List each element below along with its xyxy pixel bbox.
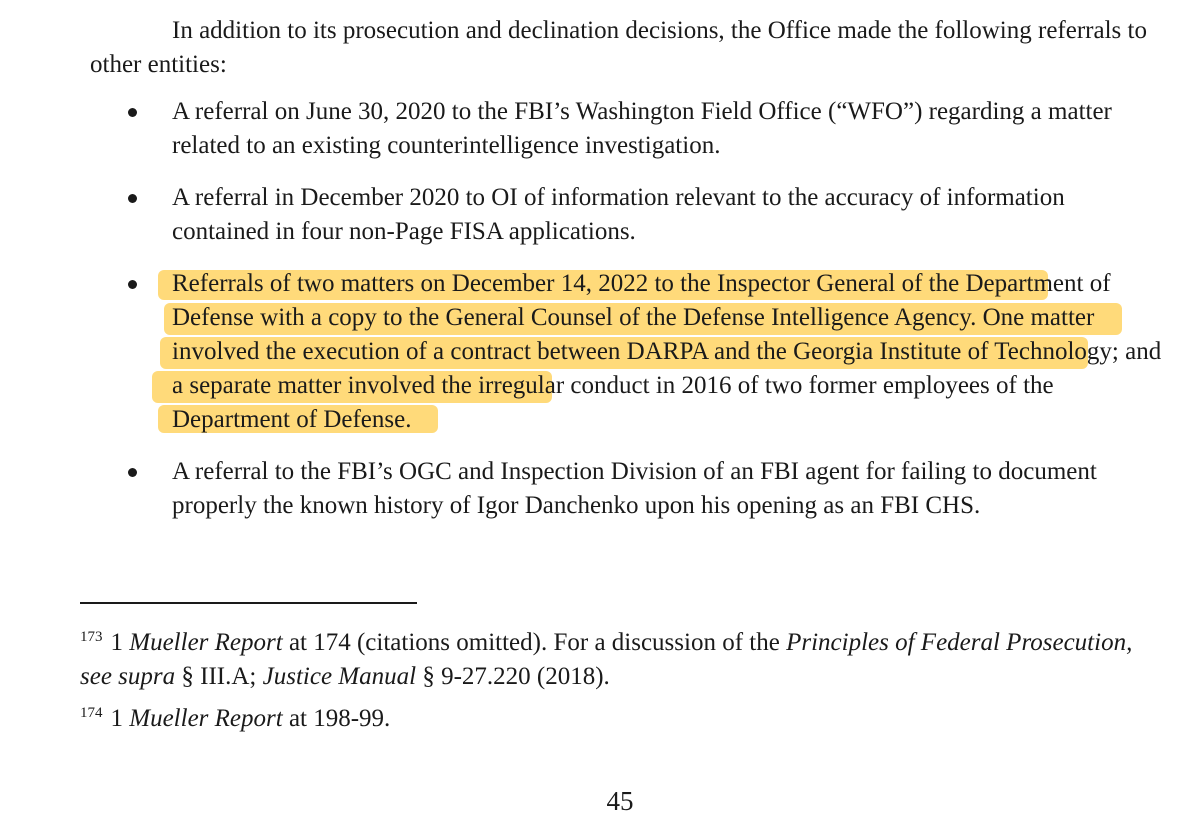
footnote-part: Principles of Federal Prosecution, see supra — [80, 629, 1133, 690]
footnote-number: 174 — [80, 705, 103, 721]
footnote-part: at 174 (citations omitted). For a discussion of the — [282, 629, 787, 656]
referral-ogc-text: A referral to the FBI’s OGC and Inspection Division of an FBI agent for failing to document properly the known history of Igor Danchenko upon his opening as an FBI CHS. — [172, 458, 1097, 519]
bullet-icon — [128, 280, 137, 289]
highlighted-passage — [172, 267, 1162, 437]
bullet-icon — [128, 468, 137, 477]
footnote-part: 1 — [110, 705, 130, 732]
footnote-174 — [80, 696, 1140, 736]
referral-wfo-text: A referral on June 30, 2020 to the FBI’s Washington Field Office (“WFO”) regarding a matter related to an existing counterintelligence investigation. — [172, 98, 1112, 159]
footnote-part: Mueller Report — [129, 629, 283, 656]
footnote-divider — [80, 602, 417, 604]
footnote-part: 1 — [110, 629, 130, 656]
footnote-number: 173 — [80, 629, 103, 645]
page-number: 45 — [606, 786, 634, 816]
bullet-icon — [128, 194, 137, 203]
intro-paragraph: In addition to its prosecution and declination decisions, the Office made the following referrals to other entities: — [90, 17, 1147, 78]
list-item — [0, 267, 1162, 437]
footnote-part: § III.A; — [175, 663, 263, 690]
list-item — [0, 455, 1162, 523]
referral-list — [0, 95, 1200, 541]
referral-oi-text: A referral in December 2020 to OI of information relevant to the accuracy of information contained in four non-Page FISA applications. — [172, 184, 1065, 245]
bullet-icon — [128, 108, 137, 117]
footnote-part: at 198-99. — [282, 705, 391, 732]
list-item — [0, 95, 1162, 163]
footnote-part: Justice Manual — [262, 663, 417, 690]
referral-dod-text: Referrals of two matters on December 14, 2022 to the Inspector General of the Department of Defense with a copy to the General Counsel of the Defense Intelligence Agency. One matter involved the execution of a contract between DARPA and the Georgia Institute of Technology; and a separate matter involved the irregular conduct in 2016 of two former employees of the Department of Defense. — [172, 270, 1162, 433]
footnote-part: Mueller Report — [129, 705, 283, 732]
list-item — [0, 181, 1162, 249]
footnote-173 — [80, 620, 1140, 694]
footnote-part: § 9-27.220 (2018). — [416, 663, 610, 690]
